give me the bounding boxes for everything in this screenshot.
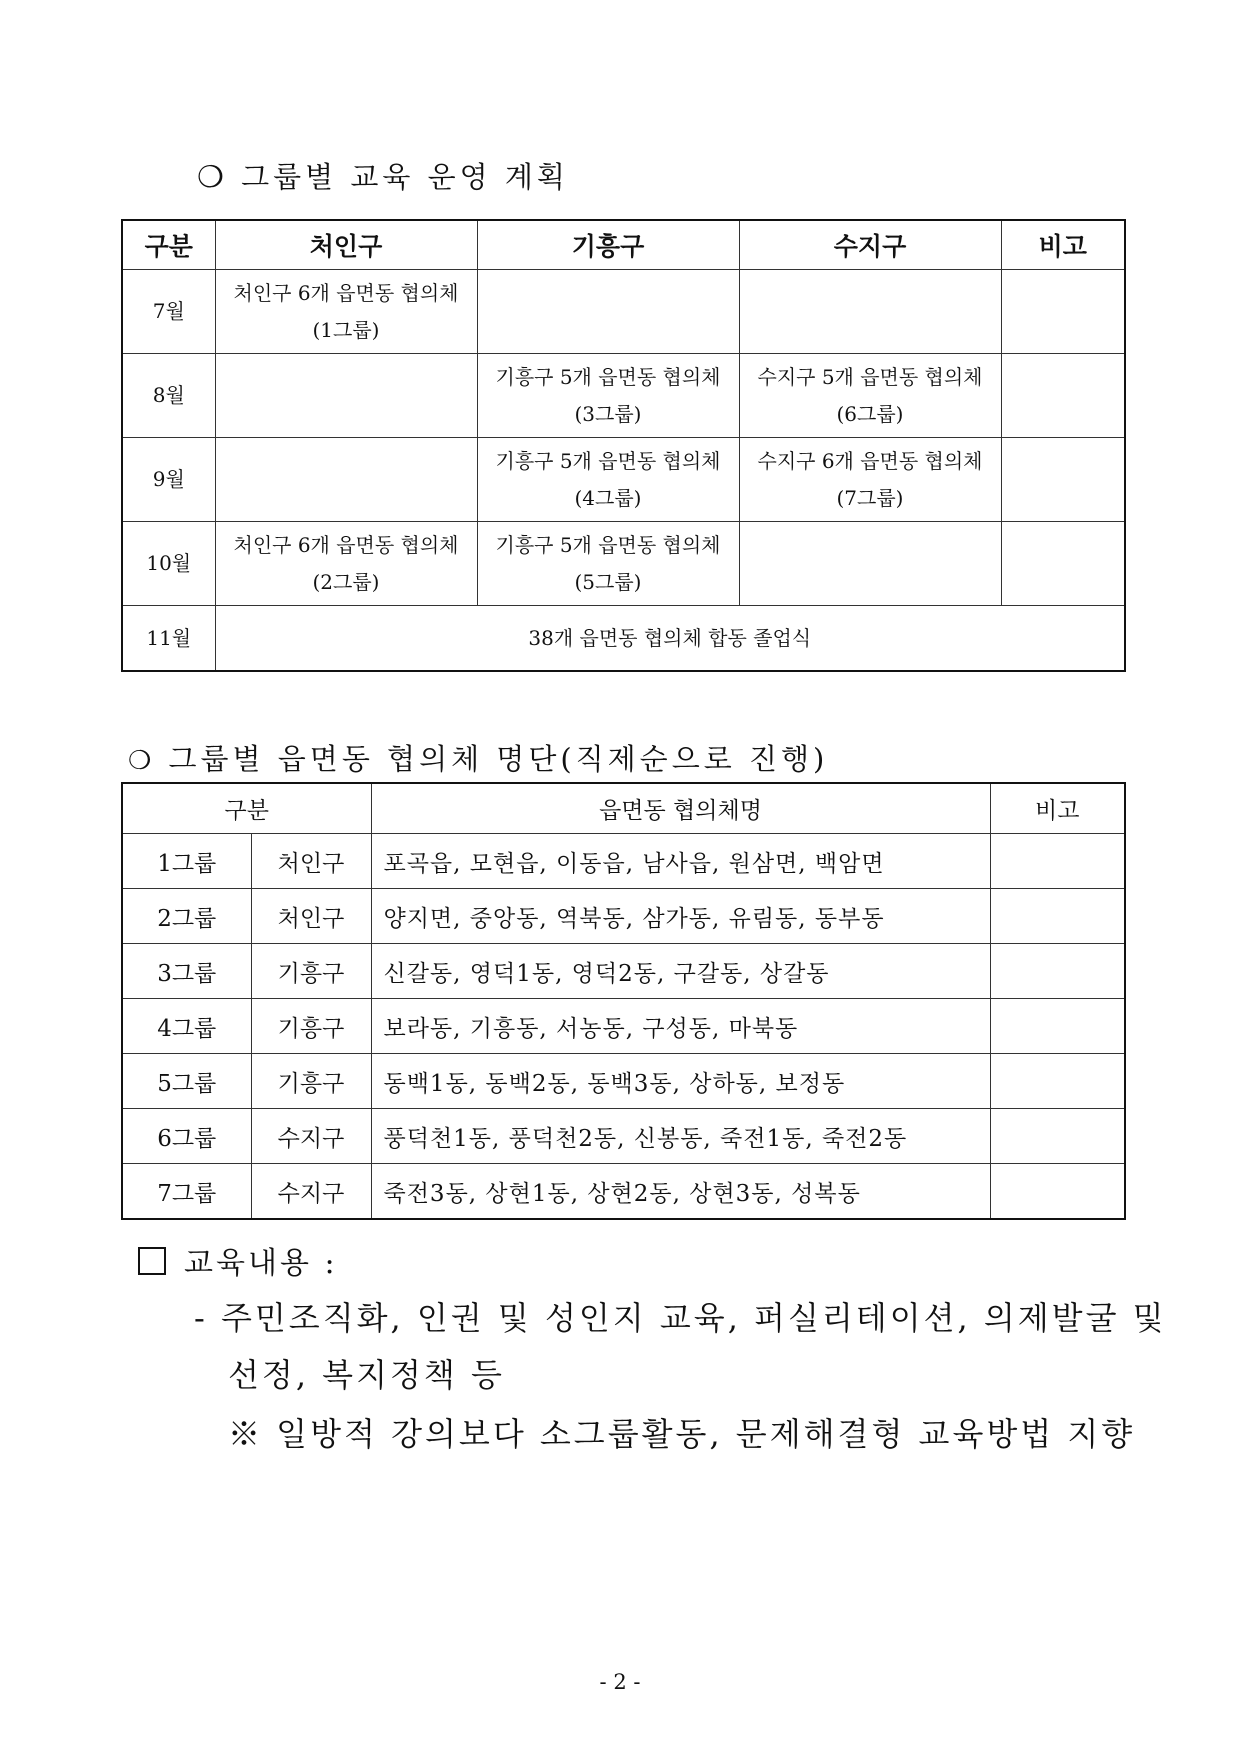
header-suji: 수지구 bbox=[739, 220, 1001, 270]
note-cell bbox=[990, 889, 1125, 944]
table-row bbox=[122, 889, 1125, 944]
cell-line: 처인구 6개 읍면동 협의체 bbox=[233, 280, 459, 305]
table-row bbox=[122, 1109, 1125, 1164]
cell-line: 처인구 6개 읍면동 협의체 bbox=[233, 532, 459, 557]
cell-line: 수지구 6개 읍면동 협의체 bbox=[757, 448, 983, 473]
cheoin-cell bbox=[215, 522, 477, 606]
table-row bbox=[122, 1054, 1125, 1109]
group-cell: 1그룹 bbox=[122, 834, 251, 889]
members-cell: 양지면, 중앙동, 역북동, 삼가동, 유림동, 동부동 bbox=[371, 889, 990, 944]
cell-line: (4그룹) bbox=[574, 485, 642, 510]
giheung-cell bbox=[477, 270, 739, 354]
section1-heading bbox=[197, 155, 569, 196]
table-row bbox=[122, 354, 1125, 438]
district-cell: 처인구 bbox=[251, 889, 371, 944]
cheoin-cell bbox=[215, 270, 477, 354]
content-title: 교육내용 : bbox=[184, 1246, 338, 1281]
note-cell bbox=[990, 834, 1125, 889]
note-cell bbox=[990, 1164, 1125, 1220]
suji-cell bbox=[739, 270, 1001, 354]
circle-bullet-icon: ❍ bbox=[128, 746, 156, 776]
header-cheoin: 처인구 bbox=[215, 220, 477, 270]
header-category: 구분 bbox=[122, 220, 215, 270]
group-cell: 2그룹 bbox=[122, 889, 251, 944]
header-note: 비고 bbox=[990, 783, 1125, 834]
members-cell: 풍덕천1동, 풍덕천2동, 신봉동, 죽전1동, 죽전2동 bbox=[371, 1109, 990, 1164]
note-cell bbox=[1001, 270, 1125, 354]
cell-line: (3그룹) bbox=[574, 401, 642, 426]
content-line-1: - 주민조직화, 인권 및 성인지 교육, 퍼실리테이션, 의제발굴 및 bbox=[194, 1299, 1167, 1337]
month-cell: 7월 bbox=[122, 270, 215, 354]
note-cell bbox=[1001, 522, 1125, 606]
month-cell: 10월 bbox=[122, 522, 215, 606]
month-cell: 11월 bbox=[122, 606, 215, 672]
note-cell bbox=[990, 1054, 1125, 1109]
giheung-cell bbox=[477, 522, 739, 606]
roster-table bbox=[121, 782, 1126, 1220]
group-cell: 7그룹 bbox=[122, 1164, 251, 1220]
group-cell: 4그룹 bbox=[122, 999, 251, 1054]
section2-heading bbox=[128, 737, 828, 778]
giheung-cell bbox=[477, 438, 739, 522]
members-cell: 동백1동, 동백2동, 동백3동, 상하동, 보정동 bbox=[371, 1054, 990, 1109]
cell-line: 수지구 5개 읍면동 협의체 bbox=[757, 364, 983, 389]
section1-title: 그룹별 교육 운영 계획 bbox=[241, 160, 569, 194]
content-line-2: 선정, 복지정책 등 bbox=[228, 1356, 505, 1394]
page-number: - 2 - bbox=[599, 1670, 641, 1694]
table-row bbox=[122, 1164, 1125, 1220]
cell-line: (7그룹) bbox=[836, 485, 904, 510]
table-row bbox=[122, 522, 1125, 606]
cheoin-cell bbox=[215, 354, 477, 438]
cell-line: 기흥구 5개 읍면동 협의체 bbox=[495, 532, 721, 557]
cell-line: 기흥구 5개 읍면동 협의체 bbox=[495, 364, 721, 389]
header-note: 비고 bbox=[1001, 220, 1125, 270]
table-row bbox=[122, 270, 1125, 354]
note-cell bbox=[1001, 354, 1125, 438]
cell-line: (6그룹) bbox=[836, 401, 904, 426]
note-cell bbox=[1001, 438, 1125, 522]
table-row bbox=[122, 834, 1125, 889]
suji-cell bbox=[739, 522, 1001, 606]
content-note: ※ 일방적 강의보다 소그룹활동, 문제해결형 교육방법 지향 bbox=[228, 1415, 1136, 1453]
schedule-header-row bbox=[122, 220, 1125, 270]
month-cell: 8월 bbox=[122, 354, 215, 438]
header-giheung: 기흥구 bbox=[477, 220, 739, 270]
cell-line: (5그룹) bbox=[574, 569, 642, 594]
members-cell: 보라동, 기흥동, 서농동, 구성동, 마북동 bbox=[371, 999, 990, 1054]
circle-bullet-icon: ❍ bbox=[197, 160, 228, 195]
group-cell: 3그룹 bbox=[122, 944, 251, 999]
district-cell: 기흥구 bbox=[251, 1054, 371, 1109]
header-council-name: 읍면동 협의체명 bbox=[371, 783, 990, 834]
square-bullet-icon bbox=[138, 1247, 166, 1275]
schedule-table bbox=[121, 219, 1126, 672]
note-cell bbox=[990, 1109, 1125, 1164]
table-row bbox=[122, 999, 1125, 1054]
table-row bbox=[122, 438, 1125, 522]
table-row bbox=[122, 944, 1125, 999]
district-cell: 수지구 bbox=[251, 1164, 371, 1220]
district-cell: 수지구 bbox=[251, 1109, 371, 1164]
cheoin-cell bbox=[215, 438, 477, 522]
suji-cell bbox=[739, 354, 1001, 438]
cell-line: (2그룹) bbox=[312, 569, 380, 594]
note-cell bbox=[990, 999, 1125, 1054]
group-cell: 5그룹 bbox=[122, 1054, 251, 1109]
district-cell: 기흥구 bbox=[251, 999, 371, 1054]
table-row bbox=[122, 606, 1125, 672]
content-heading bbox=[138, 1238, 338, 1282]
group-cell: 6그룹 bbox=[122, 1109, 251, 1164]
members-cell: 신갈동, 영덕1동, 영덕2동, 구갈동, 상갈동 bbox=[371, 944, 990, 999]
roster-header-row bbox=[122, 783, 1125, 834]
note-cell bbox=[990, 944, 1125, 999]
members-cell: 포곡읍, 모현읍, 이동읍, 남사읍, 원삼면, 백암면 bbox=[371, 834, 990, 889]
cell-line: (1그룹) bbox=[312, 317, 380, 342]
month-cell: 9월 bbox=[122, 438, 215, 522]
cell-line: 기흥구 5개 읍면동 협의체 bbox=[495, 448, 721, 473]
members-cell: 죽전3동, 상현1동, 상현2동, 상현3동, 성복동 bbox=[371, 1164, 990, 1220]
district-cell: 처인구 bbox=[251, 834, 371, 889]
suji-cell bbox=[739, 438, 1001, 522]
district-cell: 기흥구 bbox=[251, 944, 371, 999]
giheung-cell bbox=[477, 354, 739, 438]
section2-title: 그룹별 읍면동 협의체 명단(직제순으로 진행) bbox=[168, 742, 829, 776]
header-category: 구분 bbox=[122, 783, 371, 834]
graduation-cell: 38개 읍면동 협의체 합동 졸업식 bbox=[215, 606, 1125, 672]
